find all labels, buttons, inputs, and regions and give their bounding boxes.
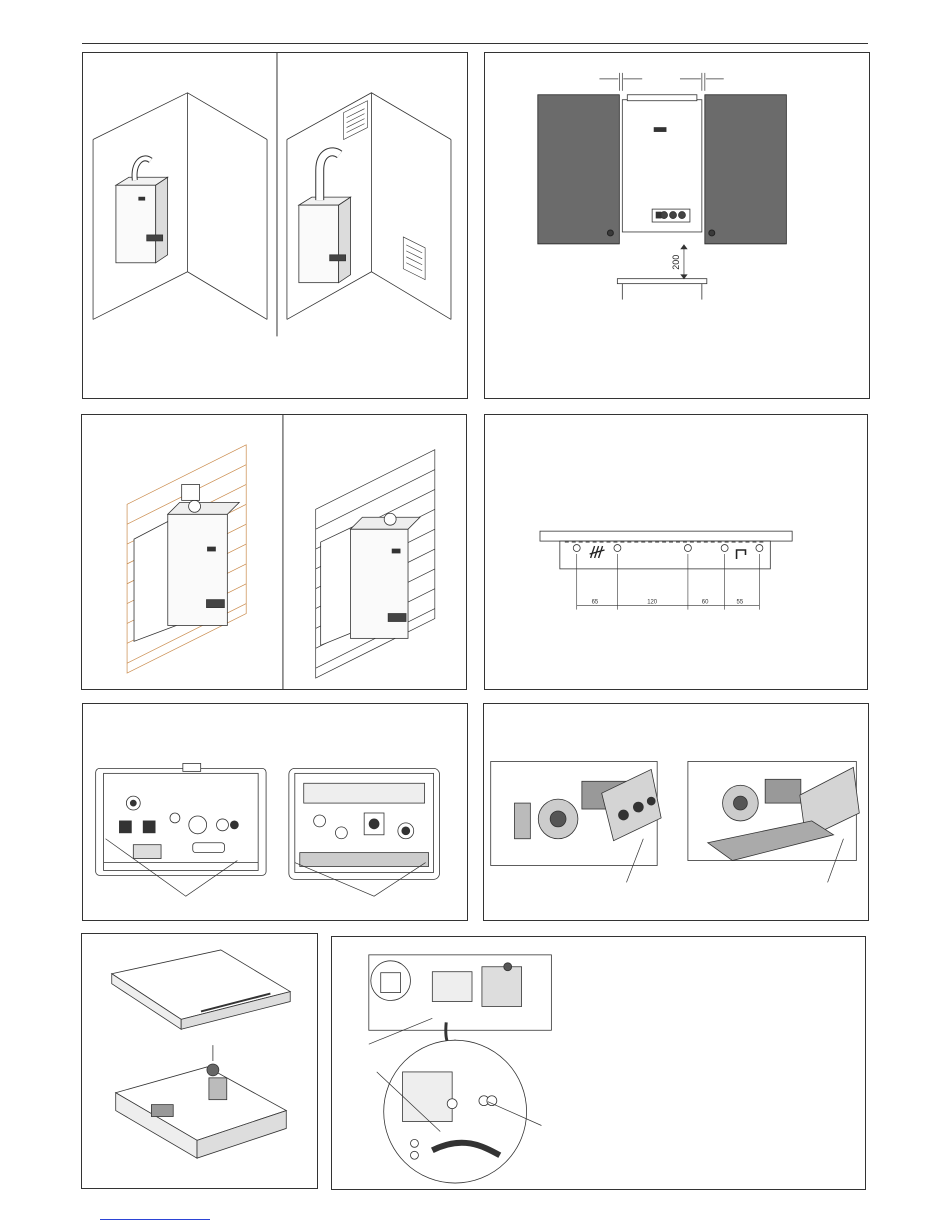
ventilation-grille-bottom: [403, 237, 425, 280]
chassis-left: [96, 763, 266, 875]
chassis-drawing: [83, 704, 467, 920]
control-box-drawing: [82, 934, 317, 1188]
board-top: [369, 955, 552, 1045]
installation-room-drawing: [83, 53, 467, 398]
cabinet-left: [538, 95, 620, 244]
internals-right: [688, 761, 859, 860]
figure-internal-pump: [483, 703, 869, 921]
footer-link[interactable]: [100, 1219, 210, 1220]
figure-installation-room: [82, 52, 468, 399]
clearance-dimension: [681, 245, 687, 279]
figure-wall-recess: [81, 414, 467, 690]
magnifier-circle: [384, 1040, 527, 1183]
dim-label-3: 60: [701, 599, 709, 606]
wall-recess-drawing: [82, 415, 466, 689]
header-rule: [82, 43, 868, 44]
electrical-detail-drawing: [332, 937, 865, 1189]
figure-electrical-detail: [331, 936, 866, 1190]
side-gap-arrows: [599, 73, 723, 91]
clearance-drawing: [485, 53, 869, 398]
figure-chassis-views: [82, 703, 468, 921]
dim-label-1: 65: [591, 599, 599, 606]
figure-connection-template: [484, 414, 868, 690]
control-box-lid: [112, 950, 290, 1029]
control-box-base: [116, 1045, 287, 1158]
internal-pump-drawing: [484, 704, 868, 920]
dim-label-2: 120: [647, 599, 658, 606]
boiler-right: [299, 152, 351, 283]
connection-template-drawing: [485, 415, 867, 689]
boiler-front: [622, 95, 702, 232]
boiler-left: [116, 158, 168, 262]
internals-left: [491, 761, 661, 865]
figure-clearance: [484, 52, 870, 399]
figure-control-box: [81, 933, 318, 1189]
boiler-recessed-right: [321, 513, 420, 645]
clearance-label: 200: [670, 254, 681, 270]
boiler-recessed-left: [134, 484, 239, 641]
chassis-right: [289, 768, 440, 879]
cabinet-right: [705, 95, 787, 244]
floor-shelf: [617, 279, 706, 300]
dim-label-4: 55: [736, 599, 744, 606]
